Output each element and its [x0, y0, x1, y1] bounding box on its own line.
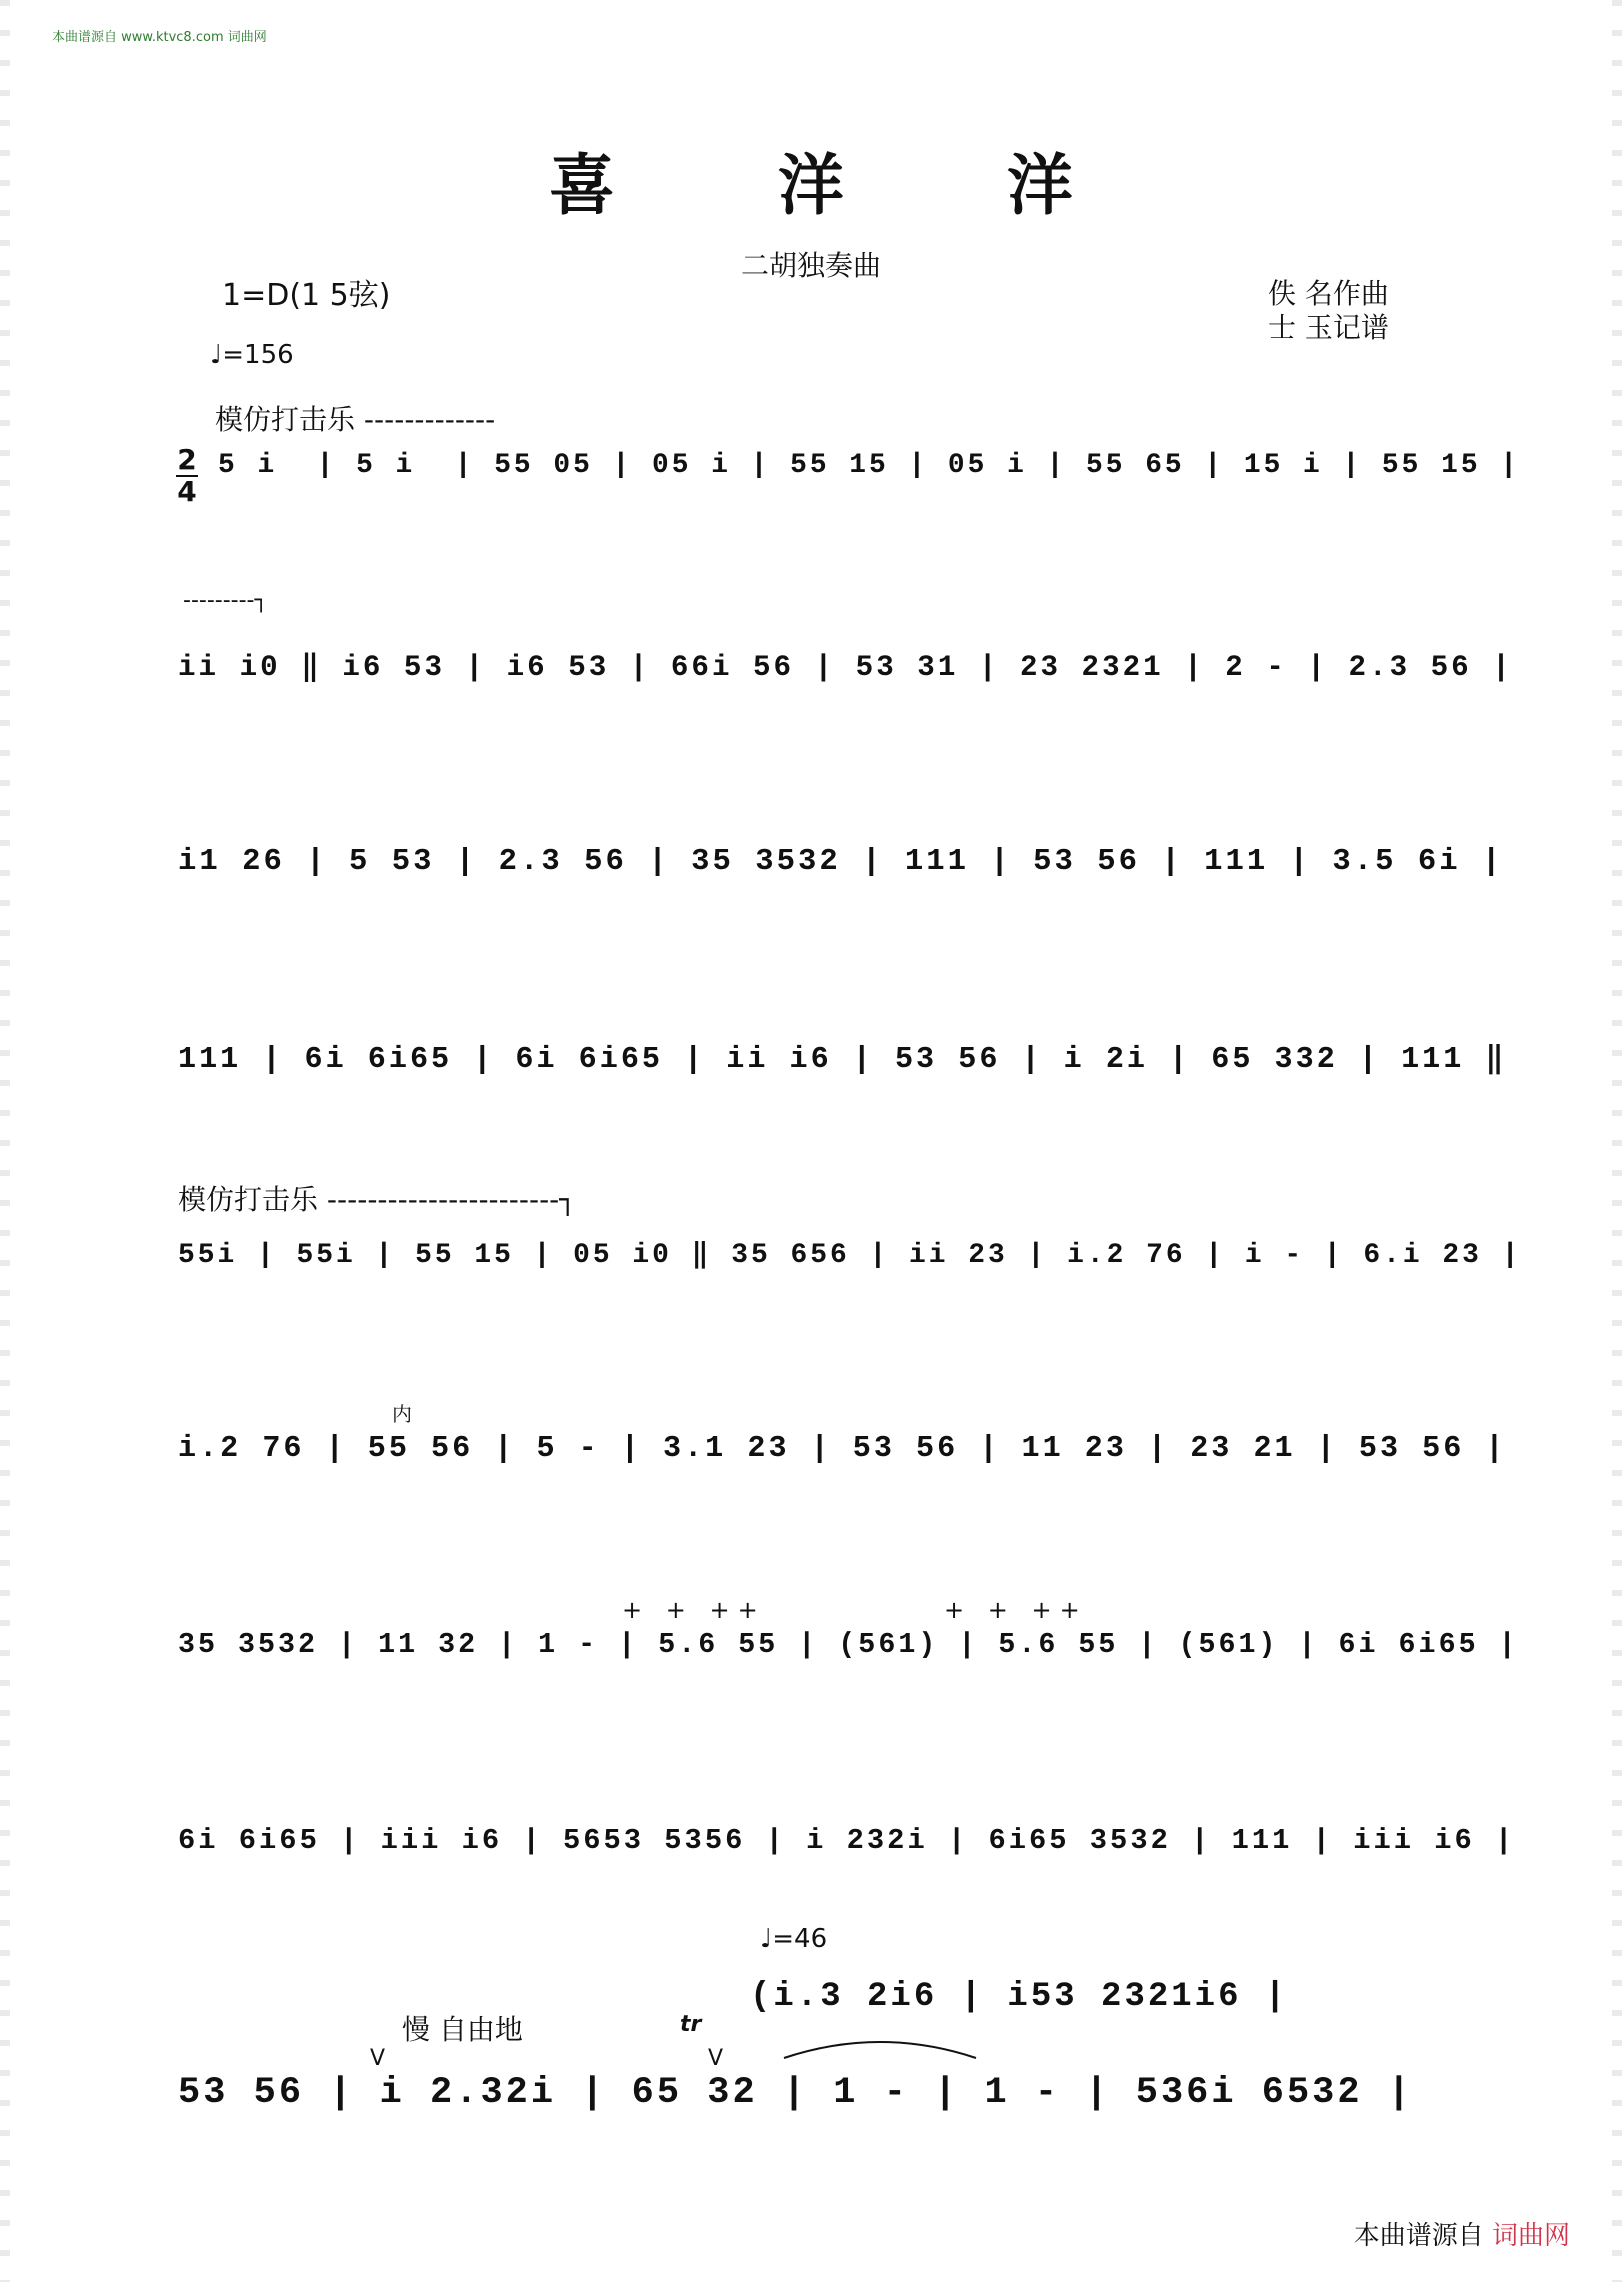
percussion-continuation: ---------┐	[183, 588, 268, 613]
notation-line: 35 3532 | 11 32 | 1 - | 5.6 55 | (561) | 5.6 55 | (561) | 6i 6i65 |	[178, 1628, 1519, 1661]
trill-mark: tr	[680, 2012, 702, 2037]
footer-credit	[1354, 2215, 1570, 2252]
right-edge-watermark	[1612, 0, 1622, 2282]
score-row-4	[178, 1040, 1507, 1120]
percussion-marking: 模仿打击乐 -------------	[215, 403, 496, 436]
notation-line: 53 56 | i 2.32i | 65 32 | 1 - | 1 - | 536i 6532 |	[178, 2072, 1413, 2114]
notation-line: i.2 76 | 55 56 | 5 - | 3.1 23 | 53 56 | 11 23 | 23 21 | 53 56 |	[178, 1432, 1507, 1466]
plus-marks: + + ++	[944, 1596, 1088, 1624]
score-row-9	[178, 2072, 1458, 2152]
notation-line: i1 26 | 5 53 | 2.3 56 | 35 3532 | 111 | 53 56 | 111 | 3.5 6i |	[178, 844, 1504, 879]
notation-line: 6i 6i65 | iii i6 | 5653 5356 | i 232i | 6i65 3532 | 111 | iii i6 |	[178, 1824, 1516, 1857]
subtitle: 二胡独奏曲	[740, 249, 881, 282]
tempo-marking: ♩=156	[210, 340, 294, 370]
notation-line: (i.3 2i6 | i53 2321i6 |	[750, 1978, 1289, 2016]
score-row-2	[178, 648, 1513, 728]
notation-line: 5 i | 5 i | 55 05 | 05 i | 55 15 | 05 i | 55 65 | 15 i | 55 15 |	[218, 450, 1521, 481]
notation-line: ii i0 ‖ i6 53 | i6 53 | 66i 56 | 53 31 | 23 2321 | 2 - | 2.3 56 |	[178, 651, 1513, 684]
source-note: 本曲谱源自 www.ktvc8.com 词曲网	[52, 30, 267, 45]
breath-mark: V	[708, 2046, 724, 2071]
slow-free-marking: 慢 自由地	[402, 2013, 523, 2046]
slow-tempo-marking: ♩=46	[760, 1924, 828, 1954]
key-signature: 1=D(1 5弦)	[222, 278, 391, 313]
breath-mark: V	[370, 2046, 386, 2071]
notation-line: 55i | 55i | 55 15 | 05 i0 ‖ 35 656 | ii 23 | i.2 76 | i - | 6.i 23 |	[178, 1240, 1522, 1271]
percussion-marking: 模仿打击乐 -----------------------┐	[178, 1183, 577, 1216]
score-row-1	[218, 450, 1521, 530]
transcriber-credit: 士 玉记谱	[1268, 311, 1389, 344]
footer-source: 本曲谱源自	[1353, 2221, 1484, 2251]
score-row-5	[178, 1236, 1522, 1316]
plus-marks: + + ++	[622, 1596, 766, 1624]
time-signature	[176, 443, 198, 508]
left-edge-watermark	[0, 0, 10, 2282]
notation-line: 111 | 6i 6i65 | 6i 6i65 | ii i6 | 53 56 | i 2i | 65 332 | 111 ‖	[178, 1043, 1507, 1077]
score-row-7	[178, 1628, 1519, 1708]
composer-credit: 佚 名作曲	[1268, 277, 1389, 310]
footer-site-link[interactable]: 词曲网	[1491, 2221, 1570, 2251]
score-row-8	[178, 1824, 1516, 1904]
time-signature-bottom: 4	[177, 475, 197, 508]
slur-mark	[780, 2032, 980, 2062]
page-title: 喜 洋 洋	[549, 146, 1143, 224]
inner-string-mark: 内	[392, 1402, 412, 1426]
score-row-6	[178, 1432, 1507, 1512]
score-row-3	[178, 844, 1504, 924]
time-signature-top: 2	[177, 443, 197, 476]
